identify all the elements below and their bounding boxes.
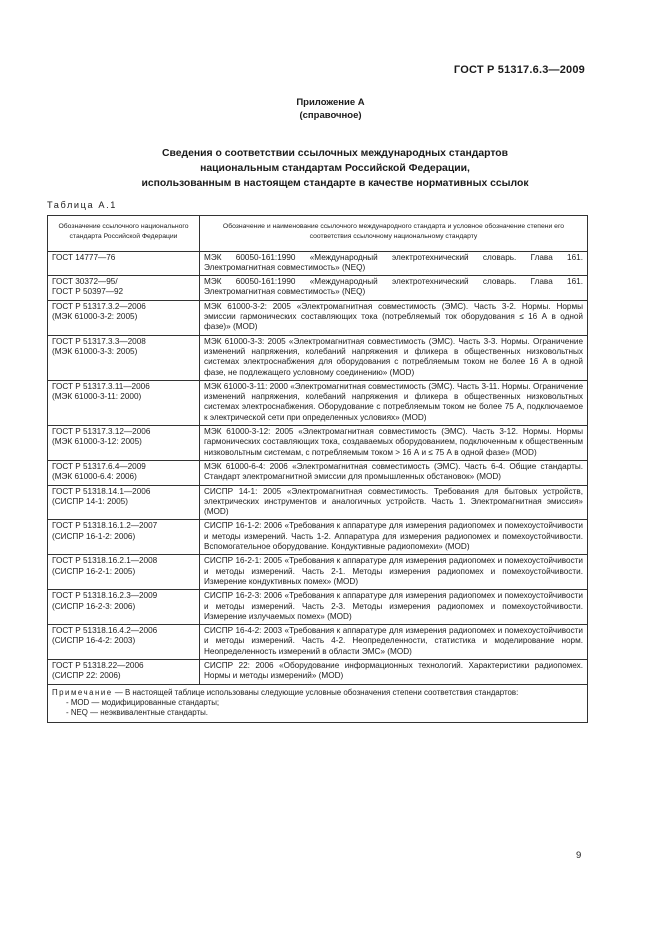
international-standard-cell: МЭК 60050-161:1990 «Международный электротехнический словарь. Глава 161. Электромагнитная совместимость» (NEQ): [200, 251, 588, 276]
national-standard-line: (СИСПР 22: 2006): [52, 671, 121, 681]
international-standard-cell: СИСПР 14-1: 2005 «Электромагнитная совместимость. Требования для бытовых устройств, электрических инструментов и аналогичных устройств. Часть 1. Электромагнитная эмиссия» (MOD): [200, 485, 588, 520]
national-standard-line: ГОСТ 14777—76: [52, 252, 116, 262]
page-number: 9: [576, 850, 582, 861]
table-row: [48, 590, 588, 625]
column-header-national: Обозначение ссылочного национального стандарта Российской Федерации: [48, 216, 200, 252]
national-standard-cell: [48, 520, 200, 555]
table-row: [48, 300, 588, 335]
national-standard-cell: [48, 590, 200, 625]
national-standard-line: ГОСТ Р 51318.16.2.3—2009: [52, 591, 158, 601]
annex-heading: [0, 96, 661, 122]
national-standard-line: (МЭК 61000-3-12: 2005): [52, 437, 142, 447]
annex-subtitle: (справочное): [299, 110, 362, 121]
international-standard-cell: МЭК 60050-161:1990 «Международный электротехнический словарь. Глава 161. Электромагнитная совместимость» (NEQ): [200, 276, 588, 301]
national-standard-line: (МЭК 61000-3-11: 2000): [52, 392, 142, 402]
note-label: Примечание: [52, 687, 113, 697]
national-standard-cell: [48, 251, 200, 276]
international-standard-cell: МЭК 61000-3-12: 2005 «Электромагнитная совместимость (ЭМС). Часть 3-12. Нормы. Нормы гармонических составляющих тока, создаваемых оборудованием, подключенным к общественным низковольтным системам, с потребляемым током > 16 А и ≤ 75 А в одной фазе» (MOD): [200, 426, 588, 461]
national-standard-line: ГОСТ Р 50397—92: [52, 287, 124, 297]
table-caption: Таблица А.1: [47, 200, 117, 210]
national-standard-line: ГОСТ Р 51317.3.11—2006: [52, 381, 150, 391]
national-standard-line: (СИСПР 16-4-2: 2003): [52, 636, 136, 646]
table-note: [48, 684, 588, 723]
table-row: [48, 659, 588, 684]
table-row: [48, 276, 588, 301]
national-standard-cell: [48, 300, 200, 335]
national-standard-cell: [48, 555, 200, 590]
national-standard-cell: [48, 380, 200, 425]
annex-title: Приложение А: [296, 97, 365, 108]
national-standard-cell: [48, 460, 200, 485]
national-standard-line: (СИСПР 14-1: 2005): [52, 496, 128, 506]
national-standard-cell: [48, 335, 200, 380]
table-header-row: [48, 216, 588, 252]
international-standard-cell: СИСПР 16-2-1: 2005 «Требования к аппаратуре для измерения радиопомех и помехоустойчивости и методы измерений. Часть 2-1. Методы измерения радиопомех и помехоустойчивости. Измерение кондуктивных помех» (MOD): [200, 555, 588, 590]
note-item-mod: - MOD — модифицированные стандарты;: [66, 697, 220, 707]
national-standard-line: ГОСТ Р 51318.16.1.2—2007: [52, 521, 158, 531]
table-row: [48, 520, 588, 555]
table-row: [48, 625, 588, 660]
table-row: [48, 335, 588, 380]
national-standard-line: (МЭК 61000-6.4: 2006): [52, 472, 137, 482]
table-row: [48, 380, 588, 425]
national-standard-line: ГОСТ Р 51317.3.2—2006: [52, 301, 146, 311]
column-header-international: Обозначение и наименование ссылочного международного стандарта и условное обозначение степени его соответствия ссылочному национальному стандарту: [200, 216, 588, 252]
international-standard-cell: СИСПР 16-4-2: 2003 «Требования к аппаратуре для измерения радиопомех и помехоустойчивости и методы измерений. Часть 4-2. Неопределенности, статистика и моделирование норм. Неопределенность измерений в области ЭМС» (MOD): [200, 625, 588, 660]
national-standard-line: ГОСТ Р 51318.14.1—2006: [52, 486, 151, 496]
national-standard-line: ГОСТ Р 51318.16.4.2—2006: [52, 626, 158, 636]
references-table: [47, 215, 588, 723]
international-standard-cell: МЭК 61000-3-3: 2005 «Электромагнитная совместимость (ЭМС). Часть 3-3. Нормы. Ограничение изменений напряжения, колебаний напряжения и фликера в общественных низковольтных системах электроснабжения для оборудования с потребляемым током не более 16 А в одной фазе, не подлежащего условному соединению» (MOD): [200, 335, 588, 380]
international-standard-cell: СИСПР 22: 2006 «Оборудование информационных технологий. Характеристики радиопомех. Нормы и методы измерений» (MOD): [200, 659, 588, 684]
note-item-neq: - NEQ — неэквивалентные стандарты.: [66, 708, 208, 718]
national-standard-line: (СИСПР 16-2-3: 2006): [52, 601, 136, 611]
national-standard-line: (МЭК 61000-3-3: 2005): [52, 346, 138, 356]
national-standard-line: (СИСПР 16-2-1: 2005): [52, 566, 136, 576]
table-row: [48, 460, 588, 485]
international-standard-cell: СИСПР 16-1-2: 2006 «Требования к аппаратуре для измерения радиопомех и помехоустойчивости и методы измерений. Часть 1-2. Аппаратура для измерения радиопомех и помехоустойчивости. Вспомогательное оборудование. Кондуктивные радиопомехи» (MOD): [200, 520, 588, 555]
national-standard-line: ГОСТ Р 51317.6.4—2009: [52, 461, 146, 471]
table-row: [48, 485, 588, 520]
title-line: национальным стандартам Российской Федерации,: [200, 163, 470, 174]
international-standard-cell: СИСПР 16-2-3: 2006 «Требования к аппаратуре для измерения радиопомех и помехоустойчивости и методы измерений. Часть 2-3. Методы измерения радиопомех и помехоустойчивости. Измерение излучаемых помех» (MOD): [200, 590, 588, 625]
national-standard-line: (МЭК 61000-3-2: 2005): [52, 312, 138, 322]
document-code: ГОСТ Р 51317.6.3—2009: [453, 64, 585, 76]
national-standard-line: ГОСТ Р 51317.3.12—2006: [52, 427, 151, 437]
section-title: [90, 146, 580, 191]
national-standard-cell: [48, 659, 200, 684]
national-standard-cell: [48, 485, 200, 520]
national-standard-cell: [48, 426, 200, 461]
international-standard-cell: МЭК 61000-3-2: 2005 «Электромагнитная совместимость (ЭМС). Часть 3-2. Нормы. Нормы эмиссии гармонических составляющих тока (потребляемый ток оборудования ≤ 16 А в одной фазе)» (MOD): [200, 300, 588, 335]
table-row: [48, 555, 588, 590]
national-standard-line: ГОСТ Р 51317.3.3—2008: [52, 336, 146, 346]
table-row: [48, 426, 588, 461]
international-standard-cell: МЭК 61000-6-4: 2006 «Электромагнитная совместимость (ЭМС). Часть 6-4. Общие стандарты. Стандарт электромагнитной эмиссии для промышленных обстановок» (MOD): [200, 460, 588, 485]
national-standard-cell: [48, 276, 200, 301]
table-body: [48, 251, 588, 684]
national-standard-line: ГОСТ Р 51318.16.2.1—2008: [52, 556, 158, 566]
national-standard-line: ГОСТ Р 51318.22—2006: [52, 660, 144, 670]
national-standard-cell: [48, 625, 200, 660]
international-standard-cell: МЭК 61000-3-11: 2000 «Электромагнитная совместимость (ЭМС). Часть 3-11. Нормы. Ограничение изменений напряжения, колебаний напряжения и фликера в общественных низковольтных системах электроснабжения. Оборудование с потребляемым током не более 75 А, подключаемое к электрической сети при определенных условиях» (MOD): [200, 380, 588, 425]
title-line: использованным в настоящем стандарте в качестве нормативных ссылок: [141, 178, 529, 189]
national-standard-line: ГОСТ 30372—95/: [52, 277, 118, 287]
national-standard-line: (СИСПР 16-1-2: 2006): [52, 531, 136, 541]
table-row: [48, 251, 588, 276]
table-note-row: [48, 684, 588, 723]
note-text: — В настоящей таблице использованы следующие условные обозначения степени соответствия стандартов:: [112, 687, 519, 697]
title-line: Сведения о соответствии ссылочных международных стандартов: [161, 148, 509, 159]
